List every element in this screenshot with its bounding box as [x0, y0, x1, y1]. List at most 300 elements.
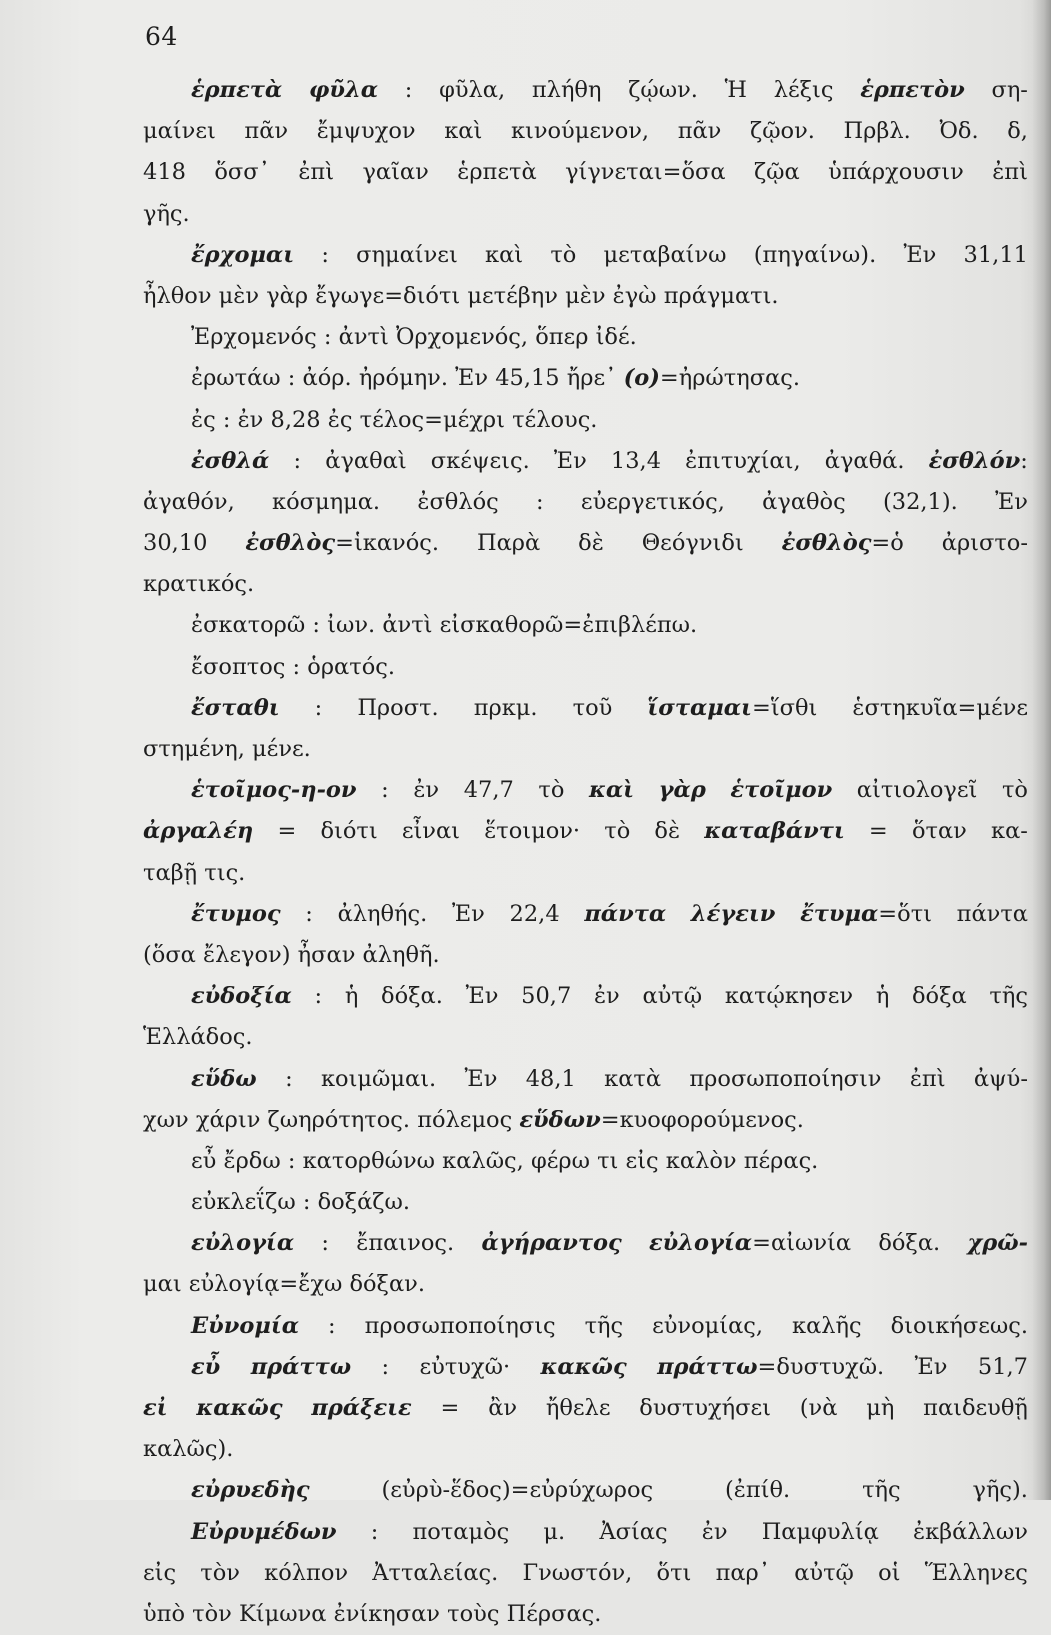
headword: ἐσθλὸς	[781, 530, 872, 557]
text-line	[143, 400, 1028, 441]
definition-text: δόξαν.	[349, 1271, 425, 1298]
word-space	[320, 605, 327, 646]
word	[143, 482, 235, 523]
word: ἐσκατορῶ	[191, 612, 306, 639]
definition-text: οἱ	[878, 1559, 901, 1586]
definition-text: Ἀτταλείας.	[372, 1559, 499, 1586]
text-line	[143, 1223, 1028, 1264]
definition-text: μένε.	[252, 736, 311, 762]
word: στημένη,	[143, 736, 245, 762]
word: τι	[597, 1147, 619, 1174]
word	[604, 811, 630, 852]
definition-text: ὅσσ᾽	[214, 159, 270, 186]
definition-text: =ἵσθι	[751, 694, 818, 721]
word	[939, 111, 978, 152]
definition-text: δὲ	[578, 530, 604, 557]
word-space	[321, 400, 328, 441]
text-line	[143, 770, 1028, 811]
text-line	[143, 729, 1028, 770]
headword: ἑτοῖμος-η-ον	[191, 777, 357, 804]
definition-text: ἔμψυχον	[316, 118, 416, 145]
word-space	[281, 358, 288, 399]
headword: ἀργαλέη	[143, 818, 254, 845]
text-line	[143, 235, 1028, 276]
word-space	[331, 317, 338, 358]
word	[191, 441, 269, 482]
word	[315, 976, 323, 1017]
definition-text: Ἐν	[903, 241, 937, 268]
word	[762, 1512, 879, 1553]
word: ὅπερ	[535, 324, 589, 351]
word: :	[287, 1147, 296, 1174]
word: 45,15	[495, 365, 560, 392]
definition-text: τὸ	[550, 241, 577, 268]
definition-text: τῆς	[989, 983, 1028, 1010]
word	[657, 1347, 884, 1388]
definition-text: Πρβλ.	[843, 118, 911, 145]
word	[792, 1306, 862, 1347]
word-space	[618, 1141, 625, 1182]
definition-text: δόξα.	[878, 1230, 941, 1257]
word	[272, 482, 380, 523]
definition-text: =αἰωνία	[752, 1230, 852, 1257]
word	[782, 523, 904, 564]
definition-text: ἡ	[344, 983, 359, 1010]
word-space	[524, 1141, 531, 1182]
definition-text: :	[293, 447, 302, 474]
word	[191, 1059, 257, 1100]
word	[464, 770, 514, 811]
word: καλῶς,	[442, 1147, 524, 1174]
word	[754, 152, 800, 193]
word	[1002, 770, 1028, 811]
word: ἐς	[327, 406, 353, 433]
headword: καὶ	[588, 777, 635, 804]
definition-text: (νὰ	[799, 1395, 838, 1421]
word: μαι	[143, 1271, 182, 1298]
word	[725, 70, 747, 111]
text-line	[143, 564, 1028, 605]
word	[143, 1017, 253, 1058]
word: μὲν	[565, 282, 606, 309]
text-line	[143, 894, 1028, 935]
definition-text: =ἱκανός.	[335, 530, 440, 557]
definition-text: =	[868, 818, 888, 845]
word	[420, 1347, 511, 1388]
headword: ἑρπετὸν	[860, 77, 965, 103]
definition-text: ζῷον.	[750, 118, 815, 145]
word: φέρω	[530, 1147, 590, 1174]
word	[318, 1182, 410, 1223]
word	[488, 1388, 517, 1429]
word: ἔσοπτος	[191, 653, 286, 680]
word	[536, 482, 544, 523]
word-space	[326, 1594, 333, 1635]
word	[191, 1512, 337, 1553]
word	[362, 152, 428, 193]
definition-text: :	[328, 1312, 336, 1339]
word: χων	[143, 1106, 189, 1133]
word	[191, 1223, 294, 1264]
definition-text: 418	[143, 159, 186, 186]
word	[991, 70, 1027, 111]
word	[704, 811, 845, 852]
word-space	[488, 358, 495, 399]
word	[546, 1388, 611, 1429]
word	[143, 1429, 233, 1470]
definition-text: ὅτι	[656, 1559, 692, 1586]
word: Ἐν	[455, 365, 489, 392]
word-space	[185, 1594, 192, 1635]
word	[441, 1388, 460, 1429]
definition-text: κατῴκησεν	[724, 983, 854, 1010]
headword: ἐσθλόν	[928, 447, 1021, 474]
word-space	[263, 400, 270, 441]
definition-text: Πέρσας.	[506, 1600, 602, 1627]
word	[440, 605, 698, 646]
word	[474, 688, 538, 729]
word	[604, 1059, 661, 1100]
definition-text: Ἡ	[724, 77, 747, 103]
word	[244, 111, 288, 152]
text-line	[143, 811, 1028, 852]
definition-text: ἀγαθὸς	[762, 488, 846, 515]
headword: πράττω	[657, 1353, 758, 1380]
word	[191, 976, 292, 1017]
word	[372, 1553, 498, 1594]
definition-text: :	[321, 241, 329, 268]
definition-text: :	[370, 1518, 379, 1545]
word	[345, 976, 358, 1017]
definition-text: 13,4	[610, 447, 662, 474]
word	[647, 688, 817, 729]
word-space	[305, 605, 312, 646]
word: :	[222, 406, 231, 433]
definition-text: κατὰ	[604, 1065, 662, 1092]
word	[624, 358, 800, 399]
word	[264, 1553, 348, 1594]
word	[143, 194, 190, 235]
definition-text: ὑπάρχουσιν	[828, 159, 964, 186]
word	[252, 729, 311, 770]
word	[973, 1470, 1028, 1511]
word	[541, 1347, 627, 1388]
word	[978, 1347, 1028, 1388]
word	[678, 111, 722, 152]
definition-text: πάντα	[956, 900, 1028, 927]
word-space	[189, 1100, 196, 1141]
word-space	[352, 400, 359, 441]
text-line	[143, 194, 1028, 235]
word-space	[659, 1141, 666, 1182]
word	[431, 441, 530, 482]
word	[862, 1470, 901, 1511]
word	[402, 811, 460, 852]
word	[584, 894, 666, 935]
word	[285, 1059, 293, 1100]
word-space	[440, 1594, 447, 1635]
definition-text: τοῦ	[572, 694, 613, 721]
text-line	[143, 1553, 1028, 1594]
word	[191, 770, 357, 811]
definition-text: :	[404, 77, 413, 103]
word	[967, 1223, 1028, 1264]
definition-text: λέξις	[773, 77, 834, 103]
glossary-text	[143, 70, 1028, 1635]
word	[485, 235, 523, 276]
definition-text: ἔπαινος.	[356, 1230, 455, 1257]
definition-text: ὁρατός.	[307, 653, 395, 680]
word-space	[230, 400, 237, 441]
word: πόλεμος	[417, 1106, 513, 1133]
word	[585, 1306, 624, 1347]
word-space	[588, 317, 595, 358]
text-line	[143, 1470, 1028, 1511]
word	[594, 976, 620, 1017]
definition-text: παιδευθῇ	[923, 1395, 1028, 1421]
word	[800, 894, 932, 935]
definition-text: πρκμ.	[473, 694, 538, 721]
word	[191, 1306, 299, 1347]
headword: Εὐνομία	[191, 1312, 300, 1339]
word	[604, 235, 727, 276]
definition-text: 51,7	[977, 1353, 1028, 1380]
word	[691, 894, 776, 935]
word	[639, 1388, 771, 1429]
headword: εὕδων	[519, 1106, 601, 1133]
word	[664, 276, 779, 317]
headword: εὐλογία	[191, 1230, 295, 1257]
text-line	[143, 647, 1028, 688]
word	[381, 976, 443, 1017]
word	[305, 894, 313, 935]
text-line	[143, 152, 1028, 193]
word-space	[352, 358, 359, 399]
word: ἔγωγε=διότι	[315, 282, 461, 309]
definition-text: :	[1020, 447, 1028, 474]
definition-text: πᾶν	[677, 118, 722, 145]
headword: ἔτυμα	[800, 900, 879, 927]
definition-text: εὐνομίας,	[652, 1312, 764, 1339]
word	[957, 894, 1028, 935]
word: ταβῇ	[143, 859, 198, 886]
definition-text: Ἐν	[464, 1065, 498, 1092]
word	[311, 1388, 411, 1429]
definition-text: γίγνεται=ὅσα	[565, 159, 726, 186]
word	[599, 1512, 667, 1553]
definition-text: σημαίνει	[356, 241, 458, 268]
word-space	[355, 935, 362, 976]
word	[356, 235, 458, 276]
headword: εἰ	[143, 1395, 168, 1421]
definition-text: :	[536, 488, 544, 515]
word	[774, 70, 834, 111]
text-line	[143, 1594, 1028, 1635]
definition-text: Παμφυλίᾳ	[761, 1518, 879, 1545]
definition-text: 31,11	[963, 241, 1028, 268]
word	[860, 70, 965, 111]
word-space	[499, 1594, 506, 1635]
word	[338, 894, 428, 935]
definition-text: ἑστηκυῖα=μένε	[852, 694, 1028, 721]
text-line	[143, 688, 1028, 729]
definition-text: δὲ	[654, 818, 681, 845]
word: ζωηρότητος.	[267, 1106, 411, 1133]
definition-text: ἀγαθά.	[824, 447, 905, 474]
word-space	[558, 276, 565, 317]
text-line	[143, 523, 1028, 564]
headword: χρῶ-	[967, 1230, 1028, 1257]
word	[538, 770, 564, 811]
word: (ὅσα	[143, 941, 196, 968]
word	[725, 1470, 790, 1511]
word	[878, 1553, 900, 1594]
word: τέλος=μέχρι	[359, 406, 505, 433]
text-line	[143, 976, 1028, 1017]
definition-text: 47,7	[463, 777, 514, 804]
word: ἐρωτάω	[191, 365, 281, 392]
definition-text: ἀγαθαὶ	[325, 447, 407, 474]
word	[923, 1388, 1028, 1429]
definition-text: μαίνει	[143, 118, 216, 145]
word	[320, 811, 377, 852]
definition-text: ἀριστο-	[941, 530, 1028, 557]
word	[307, 647, 395, 688]
definition-text: κόσμημα.	[272, 488, 381, 515]
definition-text: ἐπὶ	[298, 159, 335, 186]
definition-text: τὸν	[200, 1559, 240, 1586]
word	[730, 770, 832, 811]
word	[521, 976, 571, 1017]
text-line	[143, 441, 1028, 482]
word-space	[296, 1182, 303, 1223]
definition-text: ζῷα	[753, 159, 800, 186]
word-space	[606, 276, 613, 317]
definition-text: ἕτοιμον·	[484, 818, 581, 845]
definition-text: =ὅτι	[878, 900, 932, 927]
definition-text: ἀληθής.	[337, 900, 428, 927]
word: :	[292, 653, 301, 680]
word: εἰς	[625, 1147, 659, 1174]
word-space	[216, 400, 223, 441]
word	[452, 894, 485, 935]
headword: κακῶς	[540, 1353, 627, 1380]
definition-text: Γνωστόν,	[522, 1559, 633, 1586]
word	[702, 1512, 728, 1553]
word	[523, 1553, 633, 1594]
headword: φῦλα	[308, 77, 379, 103]
definition-text: Προστ.	[357, 694, 439, 721]
definition-text: κοιμῶμαι.	[320, 1065, 437, 1092]
word	[204, 853, 245, 894]
definition-text: ἤθελε	[545, 1395, 611, 1421]
definition-text: γῆς).	[972, 1477, 1028, 1504]
definition-text: ἐν	[701, 1518, 728, 1545]
word	[857, 770, 978, 811]
definition-text: Ἑλλάδος.	[143, 1024, 253, 1051]
word-space	[657, 276, 664, 317]
word: εὖ	[191, 1147, 217, 1174]
definition-text: διοικήσεως.	[890, 1312, 1028, 1339]
word	[439, 70, 505, 111]
word	[512, 400, 597, 441]
word: ἤρε᾽	[566, 365, 617, 392]
word	[200, 1553, 240, 1594]
definition-text: πλήθη	[531, 77, 602, 103]
definition-text: ἰδέ.	[595, 324, 637, 351]
definition-text: μ.	[543, 1518, 566, 1545]
word	[578, 523, 604, 564]
headword: εὐλογία	[648, 1230, 753, 1257]
definition-text: προσωποποίησις	[364, 1312, 556, 1339]
definition-text: πέρας.	[743, 1147, 819, 1174]
headword: ἔρχομαι	[191, 241, 295, 268]
word-space	[389, 317, 396, 358]
definition-text: ἡ	[875, 983, 890, 1010]
definition-text: ὅταν	[911, 818, 967, 845]
word	[866, 1388, 894, 1429]
word	[974, 1059, 1028, 1100]
word: κατορθώνω	[302, 1147, 436, 1174]
word-space	[232, 1594, 239, 1635]
definition-text: τὸ	[604, 818, 631, 845]
word	[573, 688, 613, 729]
definition-text: :	[381, 777, 389, 804]
word	[349, 1264, 425, 1305]
word	[913, 1512, 1028, 1553]
definition-text: :	[314, 694, 323, 721]
word	[519, 1100, 804, 1141]
definition-text: ἐν	[593, 983, 620, 1010]
word: ἰων.	[327, 612, 376, 639]
word	[628, 70, 698, 111]
word	[762, 482, 846, 523]
definition-text: ἀληθῆ.	[362, 941, 440, 968]
word: χάριν	[195, 1106, 261, 1133]
headword: λέγειν	[690, 900, 776, 927]
definition-text: δοξάζω.	[317, 1189, 410, 1216]
word	[413, 770, 439, 811]
text-line	[143, 1347, 1028, 1388]
word	[929, 441, 1028, 482]
word: γὰρ	[266, 282, 309, 309]
definition-text: =	[277, 818, 297, 845]
text-line	[143, 1141, 1028, 1182]
word-space	[295, 1141, 302, 1182]
definition-text: προσωποποίησιν	[689, 1065, 882, 1092]
word: ἐς	[191, 406, 216, 433]
word	[444, 111, 482, 152]
word: ὑπὸ	[143, 1600, 186, 1627]
definition-text: σκέψεις.	[430, 447, 530, 474]
page-number: 64	[145, 22, 178, 51]
headword: ἑρπετὰ	[191, 77, 283, 103]
word	[891, 1306, 1028, 1347]
definition-text: καλῆς	[792, 1312, 862, 1339]
word	[654, 811, 680, 852]
definition-text: παρ᾽	[715, 1559, 771, 1586]
word-space	[182, 1264, 189, 1305]
definition-text: κα-	[991, 818, 1028, 845]
word	[191, 688, 280, 729]
word	[828, 152, 964, 193]
word	[365, 1306, 556, 1347]
definition-text: ἐπιτυχίαι,	[685, 447, 801, 474]
definition-text: δ,	[1007, 118, 1028, 145]
headword: ἐσθλὸς	[245, 530, 336, 557]
definition-text: Ἐν	[465, 983, 499, 1010]
word	[657, 1553, 692, 1594]
